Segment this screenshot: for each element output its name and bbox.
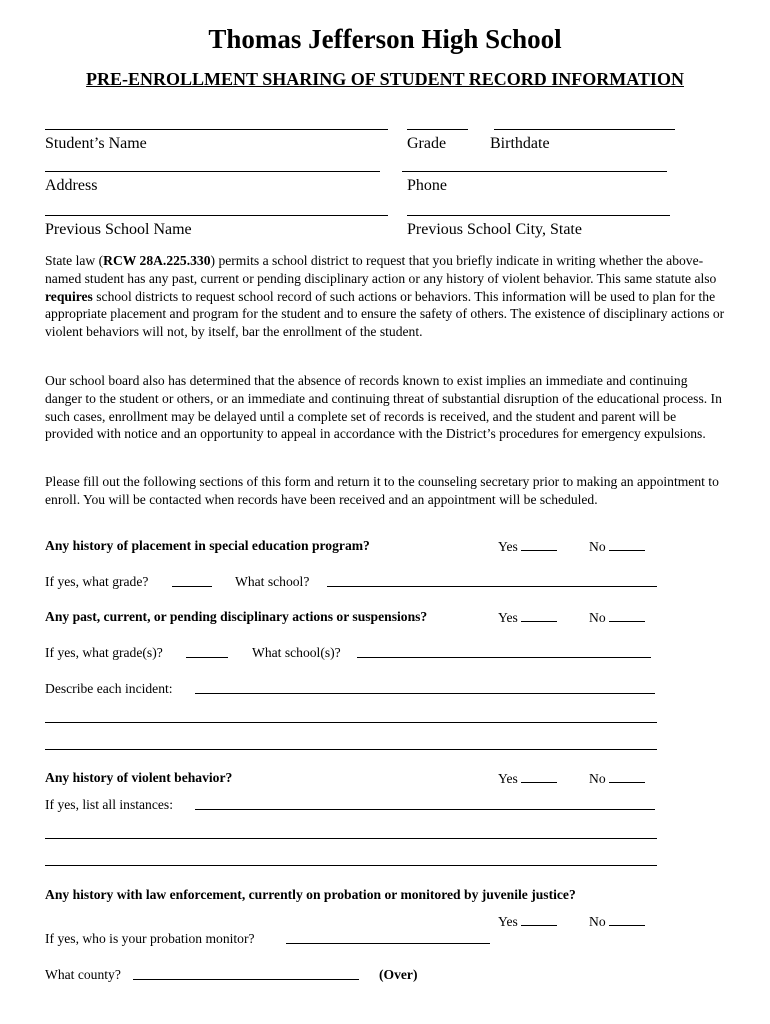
describe-incident-line-3[interactable] [45,749,657,750]
statute-reference: RCW 28A.225.330 [103,253,211,268]
special-ed-school-field[interactable] [327,574,657,592]
violent-instances-label: If yes, list all instances: [45,797,173,812]
school-board-paragraph: Our school board also has determined that the absence of records known to exist implies an immediate and continuing danger to the student or others, or an immediate and continuing threat of substantial disruption of the educational process. In such cases, enrollment may be delayed until a complete set of records is received, and the student and parent will be provided with notice and an opportunity to appeal in accordance with the District’s procedures for emergency expulsions. [45,373,722,442]
grade-line[interactable] [407,129,468,130]
law-yes[interactable]: Yes [498,913,557,930]
violent-instances-line-3[interactable] [45,865,657,866]
previous-school-name-line[interactable] [45,215,388,216]
special-ed-grade-label: If yes, what grade? [45,574,149,589]
address-line[interactable] [45,171,380,172]
special-ed-grade-field[interactable] [172,574,212,592]
county-field[interactable] [133,967,359,985]
special-ed-school-label: What school? [235,574,310,589]
violent-instances-field[interactable] [195,797,655,815]
student-name-label: Student’s Name [45,135,147,152]
violent-yes[interactable]: Yes [498,770,557,787]
disciplinary-no[interactable]: No [589,609,645,626]
describe-incident-label: Describe each incident: [45,681,173,696]
special-ed-yes[interactable]: Yes [498,538,557,555]
birthdate-label: Birthdate [490,135,550,152]
violent-behavior-question: Any history of violent behavior? [45,770,233,785]
previous-school-city-label: Previous School City, State [407,221,582,238]
describe-incident-field[interactable] [195,681,655,699]
county-label: What county? [45,967,121,982]
page-title: Thomas Jefferson High School [208,24,562,54]
disciplinary-question: Any past, current, or pending disciplinary actions or suspensions? [45,609,428,624]
phone-label: Phone [407,177,447,194]
over-label: (Over) [379,967,418,982]
special-ed-no[interactable]: No [589,538,645,555]
student-name-line[interactable] [45,129,388,130]
probation-monitor-field[interactable] [286,931,490,949]
violent-no[interactable]: No [589,770,645,787]
disciplinary-yes[interactable]: Yes [498,609,557,626]
address-label: Address [45,177,98,194]
violent-instances-line-2[interactable] [45,838,657,839]
form-subtitle: PRE-ENROLLMENT SHARING OF STUDENT RECORD INFORMATION [86,69,684,89]
probation-monitor-label: If yes, who is your probation monitor? [45,931,255,946]
previous-school-city-line[interactable] [407,215,670,216]
instructions-paragraph: Please fill out the following sections of this form and return it to the counseling secretary prior to making an appointment to enroll. You will be contacted when records have been received and an appointment will be scheduled. [45,474,719,507]
law-enforcement-question: Any history with law enforcement, currently on probation or monitored by juvenile justice? [45,887,576,902]
birthdate-line[interactable] [494,129,675,130]
previous-school-name-label: Previous School Name [45,221,192,238]
phone-line[interactable] [402,171,667,172]
law-no[interactable]: No [589,913,645,930]
state-law-paragraph: State law (RCW 28A.225.330) permits a school district to request that you briefly indicate in writing whether the above-named student has any past, current or pending disciplinary action or any history of violent behavior. This same statute also requires school districts to request school record of such actions or behaviors. This information will be used to plan for the appropriate placement and program for the student and to ensure the safety of others. The existence of disciplinary actions or violent behaviors will not, by itself, bar the enrollment of the student. [45,253,725,340]
grade-label: Grade [407,135,447,152]
disciplinary-school-label: What school(s)? [252,645,341,660]
disciplinary-school-field[interactable] [357,645,651,663]
special-ed-question: Any history of placement in special education program? [45,538,370,553]
disciplinary-grade-label: If yes, what grade(s)? [45,645,163,660]
describe-incident-line-2[interactable] [45,722,657,723]
disciplinary-grade-field[interactable] [186,645,228,663]
requires-emphasis: requires [45,288,93,304]
